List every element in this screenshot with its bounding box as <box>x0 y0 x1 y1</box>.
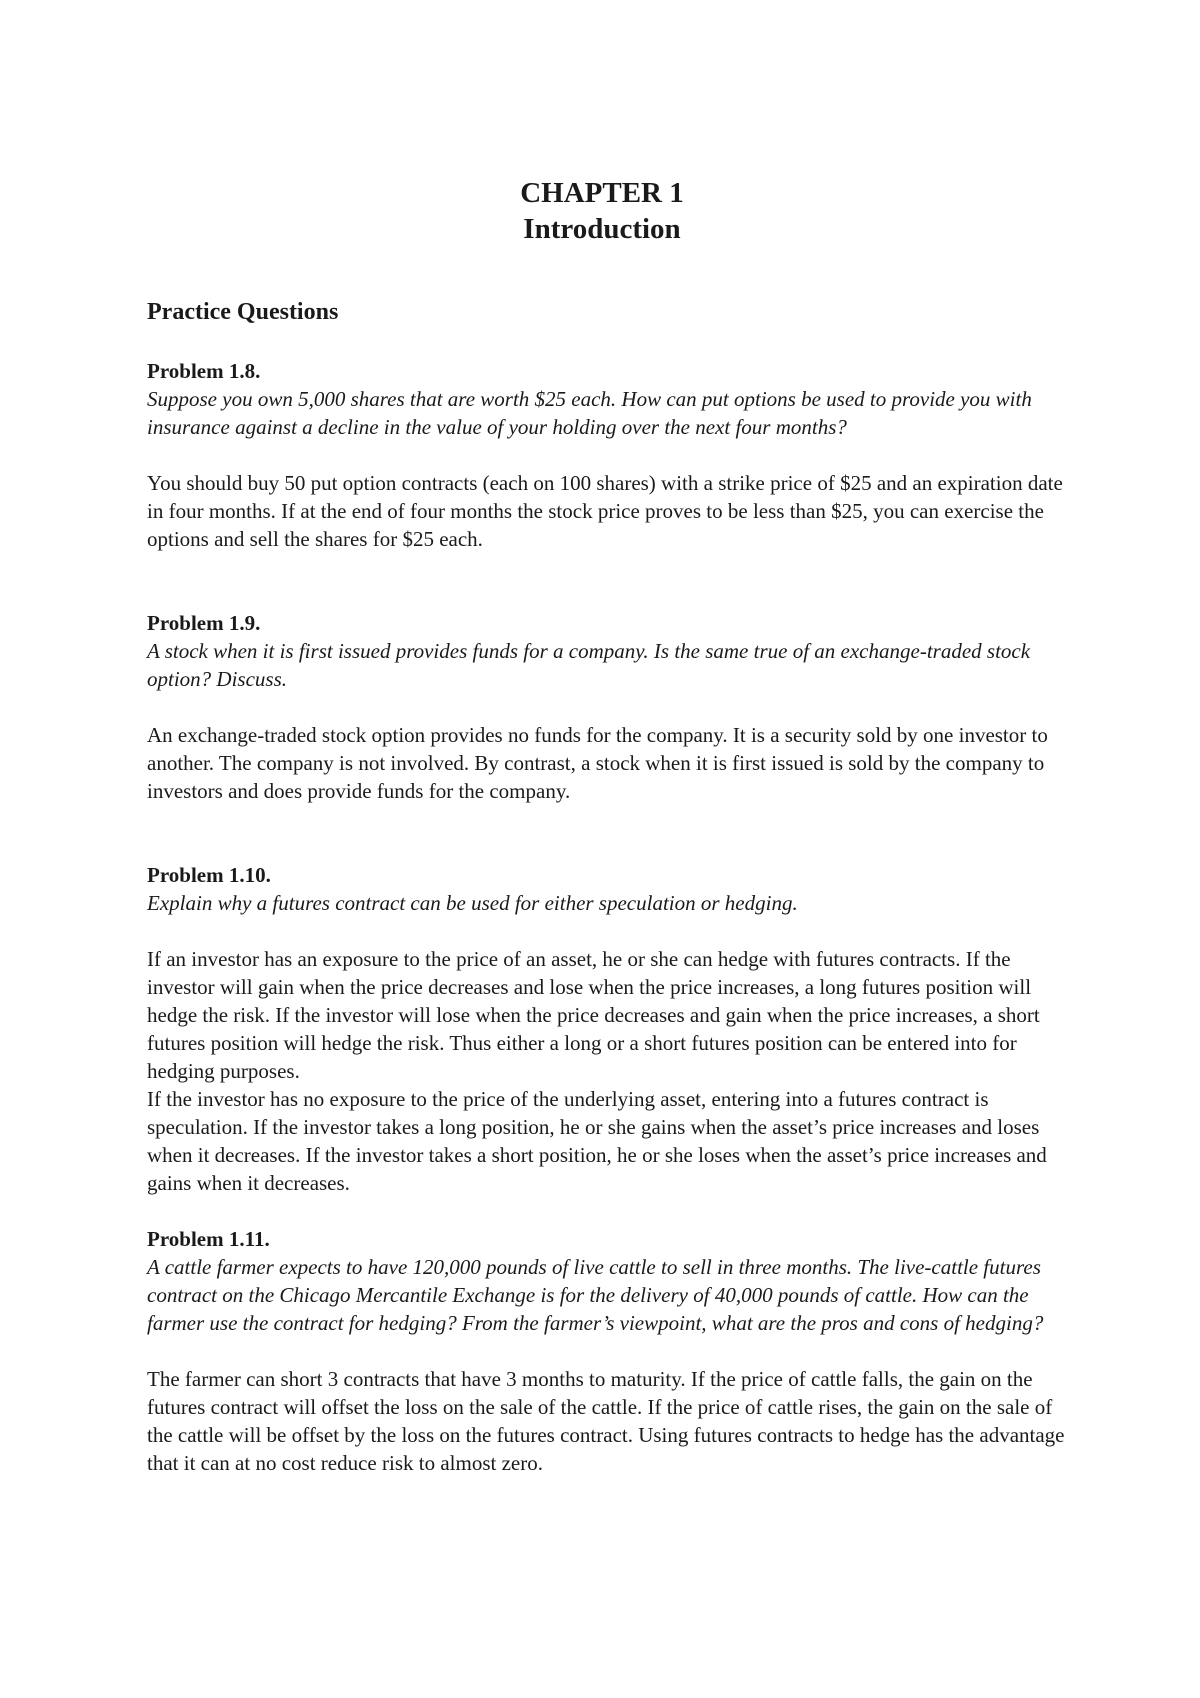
problem-answer <box>147 469 1077 553</box>
chapter-number: CHAPTER 1 <box>520 177 684 209</box>
problem-question: Suppose you own 5,000 shares that are worth $25 each. How can put options be used to provide you with insurance against a decline in the value of your holding over the next four months? <box>147 387 1032 439</box>
problem-1-8 <box>147 357 1077 553</box>
problem-label: Problem 1.11. <box>147 1227 270 1251</box>
problem-label: Problem 1.10. <box>147 863 271 887</box>
problem-1-10 <box>147 861 1077 1197</box>
problem-question: A stock when it is first issued provides funds for a company. Is the same true of an exchange-traded stock option? Discuss. <box>147 639 1031 691</box>
problem-answer <box>147 945 1077 1197</box>
answer-paragraph: You should buy 50 put option contracts (each on 100 shares) with a strike price of $25 and an expiration date in four months. If at the end of four months the stock price proves to be less than $25, you can exercise the options and sell the shares for $25 each. <box>147 471 1063 551</box>
problem-answer <box>147 1365 1077 1477</box>
problem-question: Explain why a futures contract can be used for either speculation or hedging. <box>147 891 798 915</box>
problem-label: Problem 1.8. <box>147 359 261 383</box>
answer-paragraph: An exchange-traded stock option provides no funds for the company. It is a security sold by one investor to another. The company is not involved. By contrast, a stock when it is first issued is sold by the company to investors and does provide funds for the company. <box>147 723 1048 803</box>
problem-1-9 <box>147 609 1077 805</box>
problem-answer <box>147 721 1077 805</box>
chapter-title: Introduction <box>523 213 681 245</box>
section-title: Practice Questions <box>147 299 339 325</box>
answer-paragraph: If the investor has no exposure to the price of the underlying asset, entering into a futures contract is speculation. If the investor takes a long position, he or she gains when the asset’s price increases and loses when it decreases. If the investor takes a short position, he or she loses when the asset’s price increases and gains when it decreases. <box>147 1087 1047 1195</box>
document-page <box>147 175 1077 1477</box>
answer-paragraph: If an investor has an exposure to the price of an asset, he or she can hedge with futures contracts. If the investor will gain when the price decreases and lose when the price increases, a long futures position will hedge the risk. If the investor will lose when the price decreases and gain when the price increases, a short futures position will hedge the risk. Thus either a long or a short futures position can be entered into for hedging purposes. <box>147 947 1040 1083</box>
chapter-heading <box>127 175 1077 247</box>
problem-label: Problem 1.9. <box>147 611 261 635</box>
problem-question: A cattle farmer expects to have 120,000 pounds of live cattle to sell in three months. The live-cattle futures contract on the Chicago Mercantile Exchange is for the delivery of 40,000 pounds of cattle. How can the farmer use the contract for hedging? From the farmer’s viewpoint, what are the pros and cons of hedging? <box>147 1255 1044 1335</box>
answer-paragraph: The farmer can short 3 contracts that have 3 months to maturity. If the price of cattle falls, the gain on the futures contract will offset the loss on the sale of the cattle. If the price of cattle rises, the gain on the sale of the cattle will be offset by the loss on the futures contract. Using futures contracts to hedge has the advantage that it can at no cost reduce risk to almost zero. <box>147 1367 1065 1475</box>
problem-1-11 <box>147 1225 1077 1477</box>
